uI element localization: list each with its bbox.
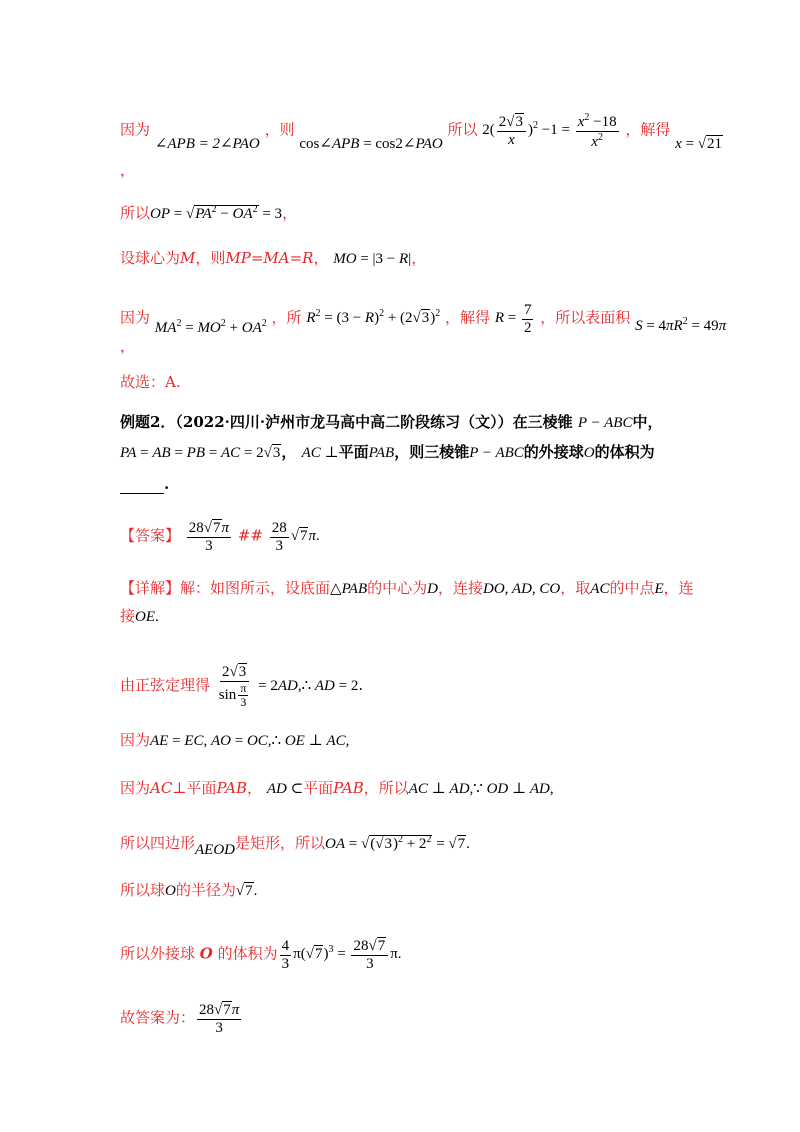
final-answer bbox=[120, 1002, 243, 1036]
step-volume bbox=[120, 938, 402, 972]
text-so: ，所以 bbox=[363, 779, 409, 797]
math-s-value: $S = 4\pi R^2 = 49\pi$ bbox=[635, 316, 727, 335]
comma-2: ， bbox=[120, 337, 136, 355]
detail-label: 【详解】 bbox=[120, 579, 181, 597]
example-title-text: 例题2．（2022·四川·泸州市龙马高中高二阶段练习（文））在三棱锥 bbox=[120, 413, 573, 431]
text-solve: ，解得 bbox=[625, 120, 671, 139]
math-e: E bbox=[654, 581, 664, 597]
text-volume: 的体积为 bbox=[594, 443, 655, 461]
math-ac: AC bbox=[590, 581, 610, 597]
detail-text-2: 的中心为 bbox=[367, 579, 428, 597]
text-comma: ， bbox=[247, 779, 263, 797]
text-then-pyramid: ，则三棱锥 bbox=[394, 443, 470, 461]
math-pab: PAB bbox=[368, 445, 395, 461]
detail-text-5: 的中点 bbox=[609, 579, 655, 597]
step-rectangle bbox=[120, 830, 470, 858]
text-pab-2: PAB bbox=[333, 779, 364, 797]
detail-text-4: 取 bbox=[575, 579, 591, 597]
step-radius bbox=[120, 880, 257, 901]
math-volume: $\frac{4}{3}$ $\pi(√7)^3$ = $\frac{28√7}{3}$ π. bbox=[281, 938, 402, 972]
text-radius: 的半径为 bbox=[175, 881, 236, 899]
answer-sep: ## bbox=[237, 526, 263, 545]
text-sine-law: 由正弦定理得 bbox=[120, 675, 211, 694]
math-aeod: AEOD bbox=[195, 842, 236, 858]
math-cos-equation: 2( $\frac{2√3}{x}$ )$^2$ −1 = $\frac{x^2 -18}{x^2}$ bbox=[482, 112, 617, 150]
text-mp: MP=MA=R bbox=[225, 249, 314, 267]
math-ac-perp: AC ⊥ bbox=[301, 445, 339, 461]
math-final: $\frac{28√7\pi}{3}$ bbox=[199, 1002, 240, 1036]
text-because: 因为 bbox=[120, 731, 151, 749]
math-ae-ec: AE = EC, AO = OC,∴ OE ⊥ AC, bbox=[150, 733, 350, 749]
math-op: OP = $√PA^2 - OA^2 = 3$ bbox=[150, 204, 283, 222]
text-so: ，所 bbox=[271, 308, 302, 327]
text-answer-is: 故答案为： bbox=[120, 1008, 196, 1027]
text-volume-is: 的体积为 bbox=[217, 944, 278, 963]
math-o-2: O bbox=[165, 883, 176, 899]
math-x-value: x = √21 bbox=[675, 136, 723, 153]
detail-line-2: 接OE. bbox=[120, 607, 159, 625]
math-p-abc: P − ABC bbox=[577, 415, 633, 431]
line-surface-area bbox=[120, 302, 726, 336]
step-sine-law: 由正弦定理得 2√3 sin $\frac{\pi}{3}$ = 2AD,∴ AD = 2. bbox=[120, 664, 364, 709]
answer-blank bbox=[120, 479, 164, 494]
text-then: ，则 bbox=[195, 249, 226, 267]
step-ac-perp bbox=[120, 778, 554, 799]
math-ad-sub: AD ⊂ bbox=[266, 781, 304, 797]
detail-line-1: 【详解】解：如图所示，设底面△PAB的中心为D，连接DO, AD, CO，取AC的中点E，连 bbox=[120, 579, 694, 597]
text-surface: ，所以表面积 bbox=[540, 308, 631, 327]
text-outer-sphere: 的外接球 bbox=[523, 443, 584, 461]
math-angle-apb: ∠APB = 2∠PAO bbox=[154, 136, 260, 153]
text-so: 所以 bbox=[120, 204, 151, 222]
example-conditions: PA = AB = PB = AC = 2√3， AC ⊥平面PAB，则三棱锥P − ABC的外接球O的体积为 bbox=[120, 443, 655, 461]
example-title bbox=[120, 412, 662, 433]
text-plane: 平面 bbox=[338, 443, 369, 461]
text-so: 所以 bbox=[447, 120, 478, 139]
text-rectangle: 是矩形，所以 bbox=[235, 834, 326, 852]
math-do-ad-co: DO, AD, CO bbox=[483, 581, 561, 597]
math-ma: $MA^2 = MO^2 + OA^2$ bbox=[154, 318, 267, 337]
step-ae-ec bbox=[120, 730, 349, 751]
text-because: 因为 bbox=[120, 120, 151, 139]
math-cos-apb: cos∠APB = cos2∠PAO bbox=[299, 136, 443, 153]
math-oa: OA = $√(√3)^2 + 2^2 = √7$. bbox=[325, 834, 470, 852]
math-d: D bbox=[427, 581, 438, 597]
detail-text-3: ，连接 bbox=[438, 579, 484, 597]
math-answer-2: $\frac{28}{3}$ √7π. bbox=[271, 520, 320, 554]
answer-line bbox=[120, 520, 320, 554]
detail-text-7: 接 bbox=[120, 607, 136, 625]
math-triangle-pab: △PAB bbox=[330, 581, 368, 597]
text-perp-plane: ⊥平面 bbox=[172, 779, 217, 797]
text-comma: ， bbox=[313, 249, 329, 267]
text-center: 设球心为 bbox=[120, 249, 181, 267]
text-because: 因为 bbox=[120, 308, 151, 327]
math-r-equation: $R^2 = (3 - R)^2 + (2√3)^2$ bbox=[306, 308, 441, 327]
text-choose-a: 故选：A. bbox=[120, 373, 181, 391]
line-angle-relation bbox=[120, 112, 723, 153]
text-o: O bbox=[199, 944, 213, 963]
math-oe: OE bbox=[135, 609, 156, 625]
answer-blank-line bbox=[120, 474, 169, 494]
math-o: O bbox=[583, 445, 595, 461]
text-ac: AC bbox=[150, 779, 173, 797]
text-quadrilateral: 所以四边形 bbox=[120, 834, 196, 852]
math-ac-ad: AC ⊥ AD,∵ OD ⊥ AD, bbox=[408, 781, 554, 797]
line-op: 所以OP = $√PA^2 - OA^2 = 3$， bbox=[120, 204, 298, 222]
text-because: 因为 bbox=[120, 779, 151, 797]
math-pa-ab: PA = AB = PB = AC = 2√3 bbox=[120, 445, 281, 461]
line-sphere-center: 设球心为M，则MP=MA=R， MO = |3 − R|， bbox=[120, 249, 427, 267]
text-pab: PAB bbox=[216, 779, 248, 797]
text-m: M bbox=[180, 249, 196, 267]
text-period: . bbox=[164, 475, 170, 493]
comma-1: ， bbox=[120, 161, 136, 179]
math-sqrt7: √7. bbox=[235, 883, 258, 899]
answer-label: 【答案】 bbox=[120, 526, 181, 545]
text-then: ，则 bbox=[264, 120, 295, 139]
detail-text-1: 解：如图所示，设底面 bbox=[180, 579, 331, 597]
text-solve: ，解得 bbox=[445, 308, 491, 327]
math-r-value: R = $\frac{7}{2}$ bbox=[494, 302, 532, 336]
math-sine-law: 2√3 sin $\frac{\pi}{3}$ = 2AD,∴ AD = 2 bbox=[218, 664, 359, 709]
math-answer-1: $\frac{28√7\pi}{3}$ bbox=[188, 520, 230, 554]
math-mo: MO = |3 − R| bbox=[333, 251, 412, 267]
text-plane: 平面 bbox=[303, 779, 334, 797]
example-mid: 中， bbox=[632, 413, 663, 431]
text-sphere: 所以球 bbox=[120, 881, 166, 899]
text-outer-sphere: 所以外接球 bbox=[120, 944, 196, 963]
math-p-abc-2: P − ABC bbox=[469, 445, 524, 461]
detail-text-6: ，连 bbox=[663, 579, 694, 597]
